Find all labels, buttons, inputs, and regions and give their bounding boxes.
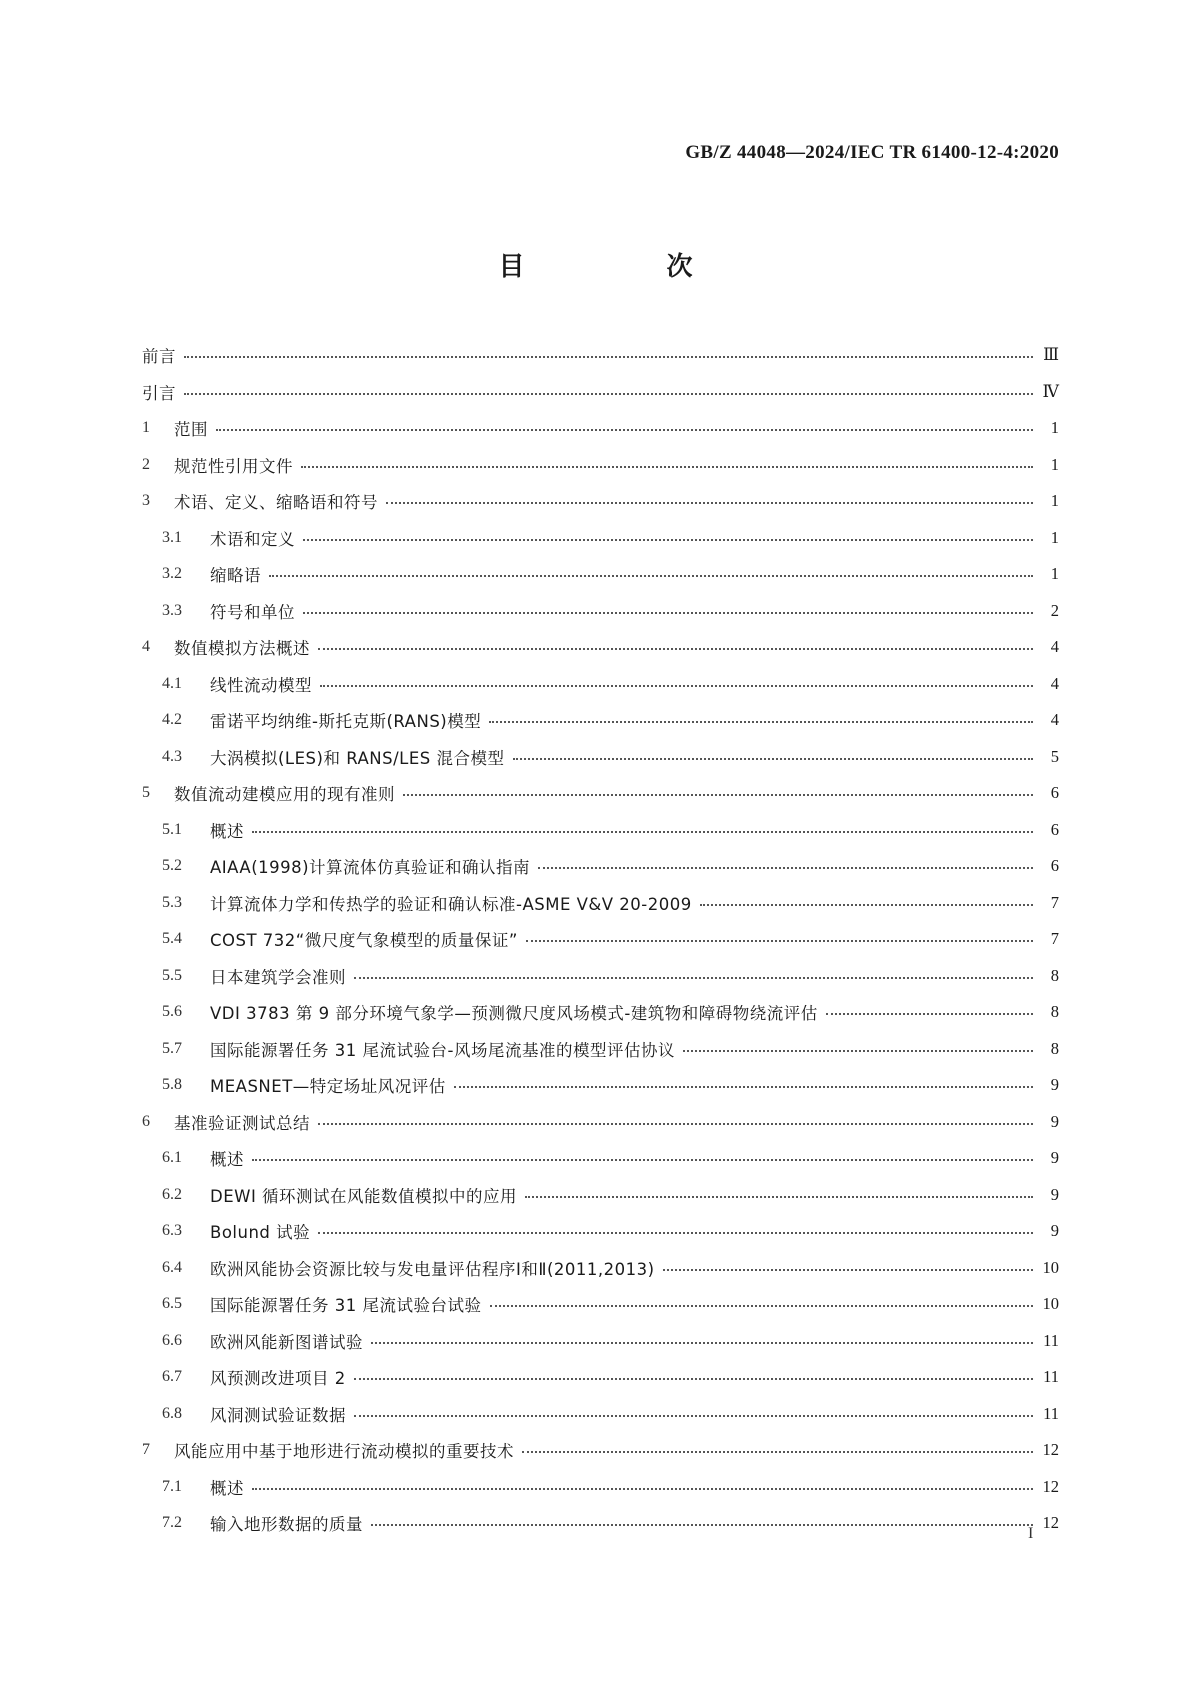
toc-entry-title: 欧洲风能协会资源比较与发电量评估程序Ⅰ和Ⅱ(2011,2013) bbox=[210, 1259, 655, 1279]
toc-entry-page: 10 bbox=[1042, 1294, 1059, 1314]
page-number: I bbox=[1028, 1525, 1034, 1542]
toc-entry[interactable] bbox=[142, 885, 1059, 922]
toc-entry-title: 缩略语 bbox=[210, 566, 261, 586]
toc-dot-leader bbox=[386, 502, 1033, 504]
toc-dot-leader bbox=[216, 429, 1033, 431]
toc-entry-page: 9 bbox=[1050, 1148, 1059, 1168]
toc-entry-page: 7 bbox=[1050, 929, 1059, 949]
toc-entry-page: 4 bbox=[1050, 637, 1059, 657]
toc-dot-leader bbox=[513, 758, 1033, 760]
toc-entry[interactable] bbox=[142, 1469, 1059, 1506]
toc-dot-leader bbox=[184, 356, 1033, 358]
toc-entry[interactable] bbox=[142, 1104, 1059, 1141]
toc-entry-title: 输入地形数据的质量 bbox=[210, 1515, 363, 1535]
toc-entry-number: 6.6 bbox=[162, 1331, 182, 1349]
toc-entry-page: 1 bbox=[1050, 564, 1059, 584]
toc-dot-leader bbox=[522, 1451, 1033, 1453]
toc-dot-leader bbox=[318, 1123, 1033, 1125]
toc-entry[interactable] bbox=[142, 1067, 1059, 1104]
toc-entry[interactable] bbox=[142, 374, 1059, 411]
toc-entry-title: 欧洲风能新图谱试验 bbox=[210, 1332, 363, 1352]
toc-entry-title: 线性流动模型 bbox=[210, 675, 312, 695]
table-of-contents bbox=[142, 337, 1059, 1542]
toc-entry-title: 风预测改进项目 2 bbox=[210, 1369, 346, 1389]
toc-entry[interactable] bbox=[142, 1250, 1059, 1287]
toc-entry-page: 9 bbox=[1050, 1111, 1059, 1131]
toc-entry-title: 术语、定义、缩略语和符号 bbox=[174, 493, 378, 513]
standard-code: GB/Z 44048—2024/IEC TR 61400-12-4:2020 bbox=[685, 142, 1059, 163]
toc-entry-number: 6 bbox=[142, 1112, 150, 1130]
toc-entry[interactable] bbox=[142, 958, 1059, 995]
toc-entry[interactable] bbox=[142, 1140, 1059, 1177]
toc-entry-number: 5.7 bbox=[162, 1039, 182, 1057]
toc-entry-page: 6 bbox=[1050, 819, 1059, 839]
toc-entry-page: 12 bbox=[1042, 1513, 1059, 1533]
toc-dot-leader bbox=[525, 1196, 1033, 1198]
toc-entry-page: 11 bbox=[1043, 1403, 1059, 1423]
toc-entry[interactable] bbox=[142, 1396, 1059, 1433]
toc-dot-leader bbox=[490, 1305, 1034, 1307]
toc-dot-leader bbox=[252, 831, 1033, 833]
toc-dot-leader bbox=[489, 721, 1033, 723]
toc-entry[interactable] bbox=[142, 666, 1059, 703]
toc-entry-number: 6.5 bbox=[162, 1295, 182, 1313]
toc-entry-page: Ⅲ bbox=[1043, 345, 1059, 365]
toc-entry-title: 概述 bbox=[210, 1478, 244, 1498]
toc-entry-page: 8 bbox=[1050, 965, 1059, 985]
toc-entry[interactable] bbox=[142, 739, 1059, 776]
toc-entry-number: 7.1 bbox=[162, 1477, 182, 1495]
toc-dot-leader bbox=[538, 867, 1033, 869]
toc-entry[interactable] bbox=[142, 410, 1059, 447]
toc-dot-leader bbox=[252, 1159, 1033, 1161]
toc-dot-leader bbox=[269, 575, 1033, 577]
toc-entry-number: 3.2 bbox=[162, 565, 182, 583]
toc-entry[interactable] bbox=[142, 629, 1059, 666]
toc-entry-number: 5.2 bbox=[162, 857, 182, 875]
toc-entry-page: Ⅳ bbox=[1042, 381, 1059, 401]
toc-entry[interactable] bbox=[142, 921, 1059, 958]
toc-entry-title: 日本建筑学会准则 bbox=[210, 967, 346, 987]
toc-entry-page: 8 bbox=[1050, 1002, 1059, 1022]
toc-entry[interactable] bbox=[142, 1432, 1059, 1469]
toc-entry-title: 雷诺平均纳维-斯托克斯(RANS)模型 bbox=[210, 712, 482, 732]
toc-dot-leader bbox=[663, 1269, 1033, 1271]
toc-dot-leader bbox=[354, 1415, 1033, 1417]
toc-entry-number: 5.6 bbox=[162, 1003, 182, 1021]
toc-entry-title: DEWI 循环测试在风能数值模拟中的应用 bbox=[210, 1186, 518, 1206]
toc-entry-title: VDI 3783 第 9 部分环境气象学—预测微尺度风场模式-建筑物和障碍物绕流评估 bbox=[210, 1004, 818, 1024]
toc-entry-title: 风能应用中基于地形进行流动模拟的重要技术 bbox=[174, 1442, 514, 1462]
toc-entry-number: 6.3 bbox=[162, 1222, 182, 1240]
toc-entry[interactable] bbox=[142, 1359, 1059, 1396]
toc-entry-number: 5.1 bbox=[162, 820, 182, 838]
toc-entry-title: 国际能源署任务 31 尾流试验台-风场尾流基准的模型评估协议 bbox=[210, 1040, 675, 1060]
toc-entry-page: 4 bbox=[1050, 710, 1059, 730]
toc-entry-number: 6.2 bbox=[162, 1185, 182, 1203]
toc-dot-leader bbox=[371, 1524, 1033, 1526]
toc-entry[interactable] bbox=[142, 520, 1059, 557]
toc-entry[interactable] bbox=[142, 556, 1059, 593]
toc-dot-leader bbox=[454, 1086, 1033, 1088]
toc-entry-number: 7.2 bbox=[162, 1514, 182, 1532]
toc-entry-title: 大涡模拟(LES)和 RANS/LES 混合模型 bbox=[210, 748, 505, 768]
toc-entry-title: 国际能源署任务 31 尾流试验台试验 bbox=[210, 1296, 482, 1316]
toc-entry-number: 5.4 bbox=[162, 930, 182, 948]
toc-entry[interactable] bbox=[142, 1031, 1059, 1068]
toc-entry-number: 4.2 bbox=[162, 711, 182, 729]
toc-entry[interactable] bbox=[142, 1286, 1059, 1323]
toc-entry[interactable] bbox=[142, 593, 1059, 630]
toc-entry-title: 符号和单位 bbox=[210, 602, 295, 622]
toc-entry-title: Bolund 试验 bbox=[210, 1223, 311, 1243]
toc-dot-leader bbox=[301, 466, 1033, 468]
toc-dot-leader bbox=[184, 393, 1033, 395]
toc-dot-leader bbox=[683, 1050, 1033, 1052]
toc-entry[interactable] bbox=[142, 994, 1059, 1031]
toc-entry-title: 数值模拟方法概述 bbox=[174, 639, 310, 659]
toc-entry-number: 6.8 bbox=[162, 1404, 182, 1422]
toc-entry-page: 11 bbox=[1043, 1367, 1059, 1387]
toc-dot-leader bbox=[403, 794, 1033, 796]
toc-entry-number: 4 bbox=[142, 638, 150, 656]
toc-entry-page: 12 bbox=[1042, 1476, 1059, 1496]
toc-entry[interactable] bbox=[142, 483, 1059, 520]
toc-entry[interactable] bbox=[142, 775, 1059, 812]
toc-entry[interactable] bbox=[142, 337, 1059, 374]
toc-dot-leader bbox=[252, 1488, 1033, 1490]
toc-entry[interactable] bbox=[142, 812, 1059, 849]
toc-entry-page: 1 bbox=[1050, 418, 1059, 438]
toc-entry-number: 1 bbox=[142, 419, 150, 437]
toc-entry-number: 4.1 bbox=[162, 674, 182, 692]
toc-entry-title: 范围 bbox=[174, 420, 208, 440]
toc-entry-number: 2 bbox=[142, 455, 150, 473]
toc-dot-leader bbox=[318, 648, 1033, 650]
toc-dot-leader bbox=[354, 1378, 1033, 1380]
toc-entry-number: 3.1 bbox=[162, 528, 182, 546]
toc-entry-title: 数值流动建模应用的现有准则 bbox=[174, 785, 395, 805]
toc-dot-leader bbox=[303, 539, 1033, 541]
toc-entry[interactable] bbox=[142, 848, 1059, 885]
toc-entry-title: AIAA(1998)计算流体仿真验证和确认指南 bbox=[210, 858, 531, 878]
toc-entry-page: 1 bbox=[1050, 454, 1059, 474]
toc-entry-title: 前言 bbox=[142, 347, 176, 367]
toc-entry-page: 5 bbox=[1050, 746, 1059, 766]
toc-entry-title: 概述 bbox=[210, 1150, 244, 1170]
toc-entry[interactable] bbox=[142, 1323, 1059, 1360]
toc-entry-number: 3 bbox=[142, 492, 150, 510]
toc-entry-page: 1 bbox=[1050, 491, 1059, 511]
toc-entry[interactable] bbox=[142, 447, 1059, 484]
toc-entry-title: MEASNET—特定场址风况评估 bbox=[210, 1077, 446, 1097]
page-title: 目 次 bbox=[498, 252, 751, 282]
toc-dot-leader bbox=[320, 685, 1033, 687]
toc-entry-page: 4 bbox=[1050, 673, 1059, 693]
toc-entry[interactable] bbox=[142, 1177, 1059, 1214]
toc-entry-title: 概述 bbox=[210, 821, 244, 841]
toc-entry-page: 9 bbox=[1050, 1221, 1059, 1241]
toc-entry-page: 11 bbox=[1043, 1330, 1059, 1350]
toc-entry[interactable] bbox=[142, 1213, 1059, 1250]
toc-entry-number: 6.4 bbox=[162, 1258, 182, 1276]
toc-entry-title: 计算流体力学和传热学的验证和确认标准-ASME V&V 20-2009 bbox=[210, 894, 692, 914]
toc-dot-leader bbox=[700, 904, 1033, 906]
toc-entry-page: 9 bbox=[1050, 1184, 1059, 1204]
toc-entry-page: 6 bbox=[1050, 783, 1059, 803]
toc-entry-number: 5.5 bbox=[162, 966, 182, 984]
toc-entry[interactable] bbox=[142, 1505, 1059, 1542]
toc-entry-page: 9 bbox=[1050, 1075, 1059, 1095]
toc-entry[interactable] bbox=[142, 702, 1059, 739]
toc-entry-title: 规范性引用文件 bbox=[174, 456, 293, 476]
toc-entry-title: 风洞测试验证数据 bbox=[210, 1405, 346, 1425]
toc-dot-leader bbox=[354, 977, 1033, 979]
toc-dot-leader bbox=[526, 940, 1033, 942]
toc-entry-page: 10 bbox=[1042, 1257, 1059, 1277]
toc-entry-page: 12 bbox=[1042, 1440, 1059, 1460]
toc-entry-number: 7 bbox=[142, 1441, 150, 1459]
toc-entry-title: 术语和定义 bbox=[210, 529, 295, 549]
toc-entry-number: 6.1 bbox=[162, 1149, 182, 1167]
toc-entry-title: COST 732“微尺度气象模型的质量保证” bbox=[210, 931, 518, 951]
toc-entry-page: 7 bbox=[1050, 892, 1059, 912]
toc-entry-number: 5.3 bbox=[162, 893, 182, 911]
toc-entry-number: 5.8 bbox=[162, 1076, 182, 1094]
toc-entry-number: 4.3 bbox=[162, 747, 182, 765]
toc-entry-page: 2 bbox=[1050, 600, 1059, 620]
toc-entry-page: 8 bbox=[1050, 1038, 1059, 1058]
toc-entry-number: 5 bbox=[142, 784, 150, 802]
toc-dot-leader bbox=[826, 1013, 1033, 1015]
toc-entry-page: 1 bbox=[1050, 527, 1059, 547]
toc-entry-number: 6.7 bbox=[162, 1368, 182, 1386]
toc-dot-leader bbox=[371, 1342, 1033, 1344]
toc-entry-page: 6 bbox=[1050, 856, 1059, 876]
toc-entry-title: 引言 bbox=[142, 383, 176, 403]
toc-dot-leader bbox=[303, 612, 1033, 614]
toc-dot-leader bbox=[318, 1232, 1033, 1234]
toc-entry-title: 基准验证测试总结 bbox=[174, 1113, 310, 1133]
toc-entry-number: 3.3 bbox=[162, 601, 182, 619]
